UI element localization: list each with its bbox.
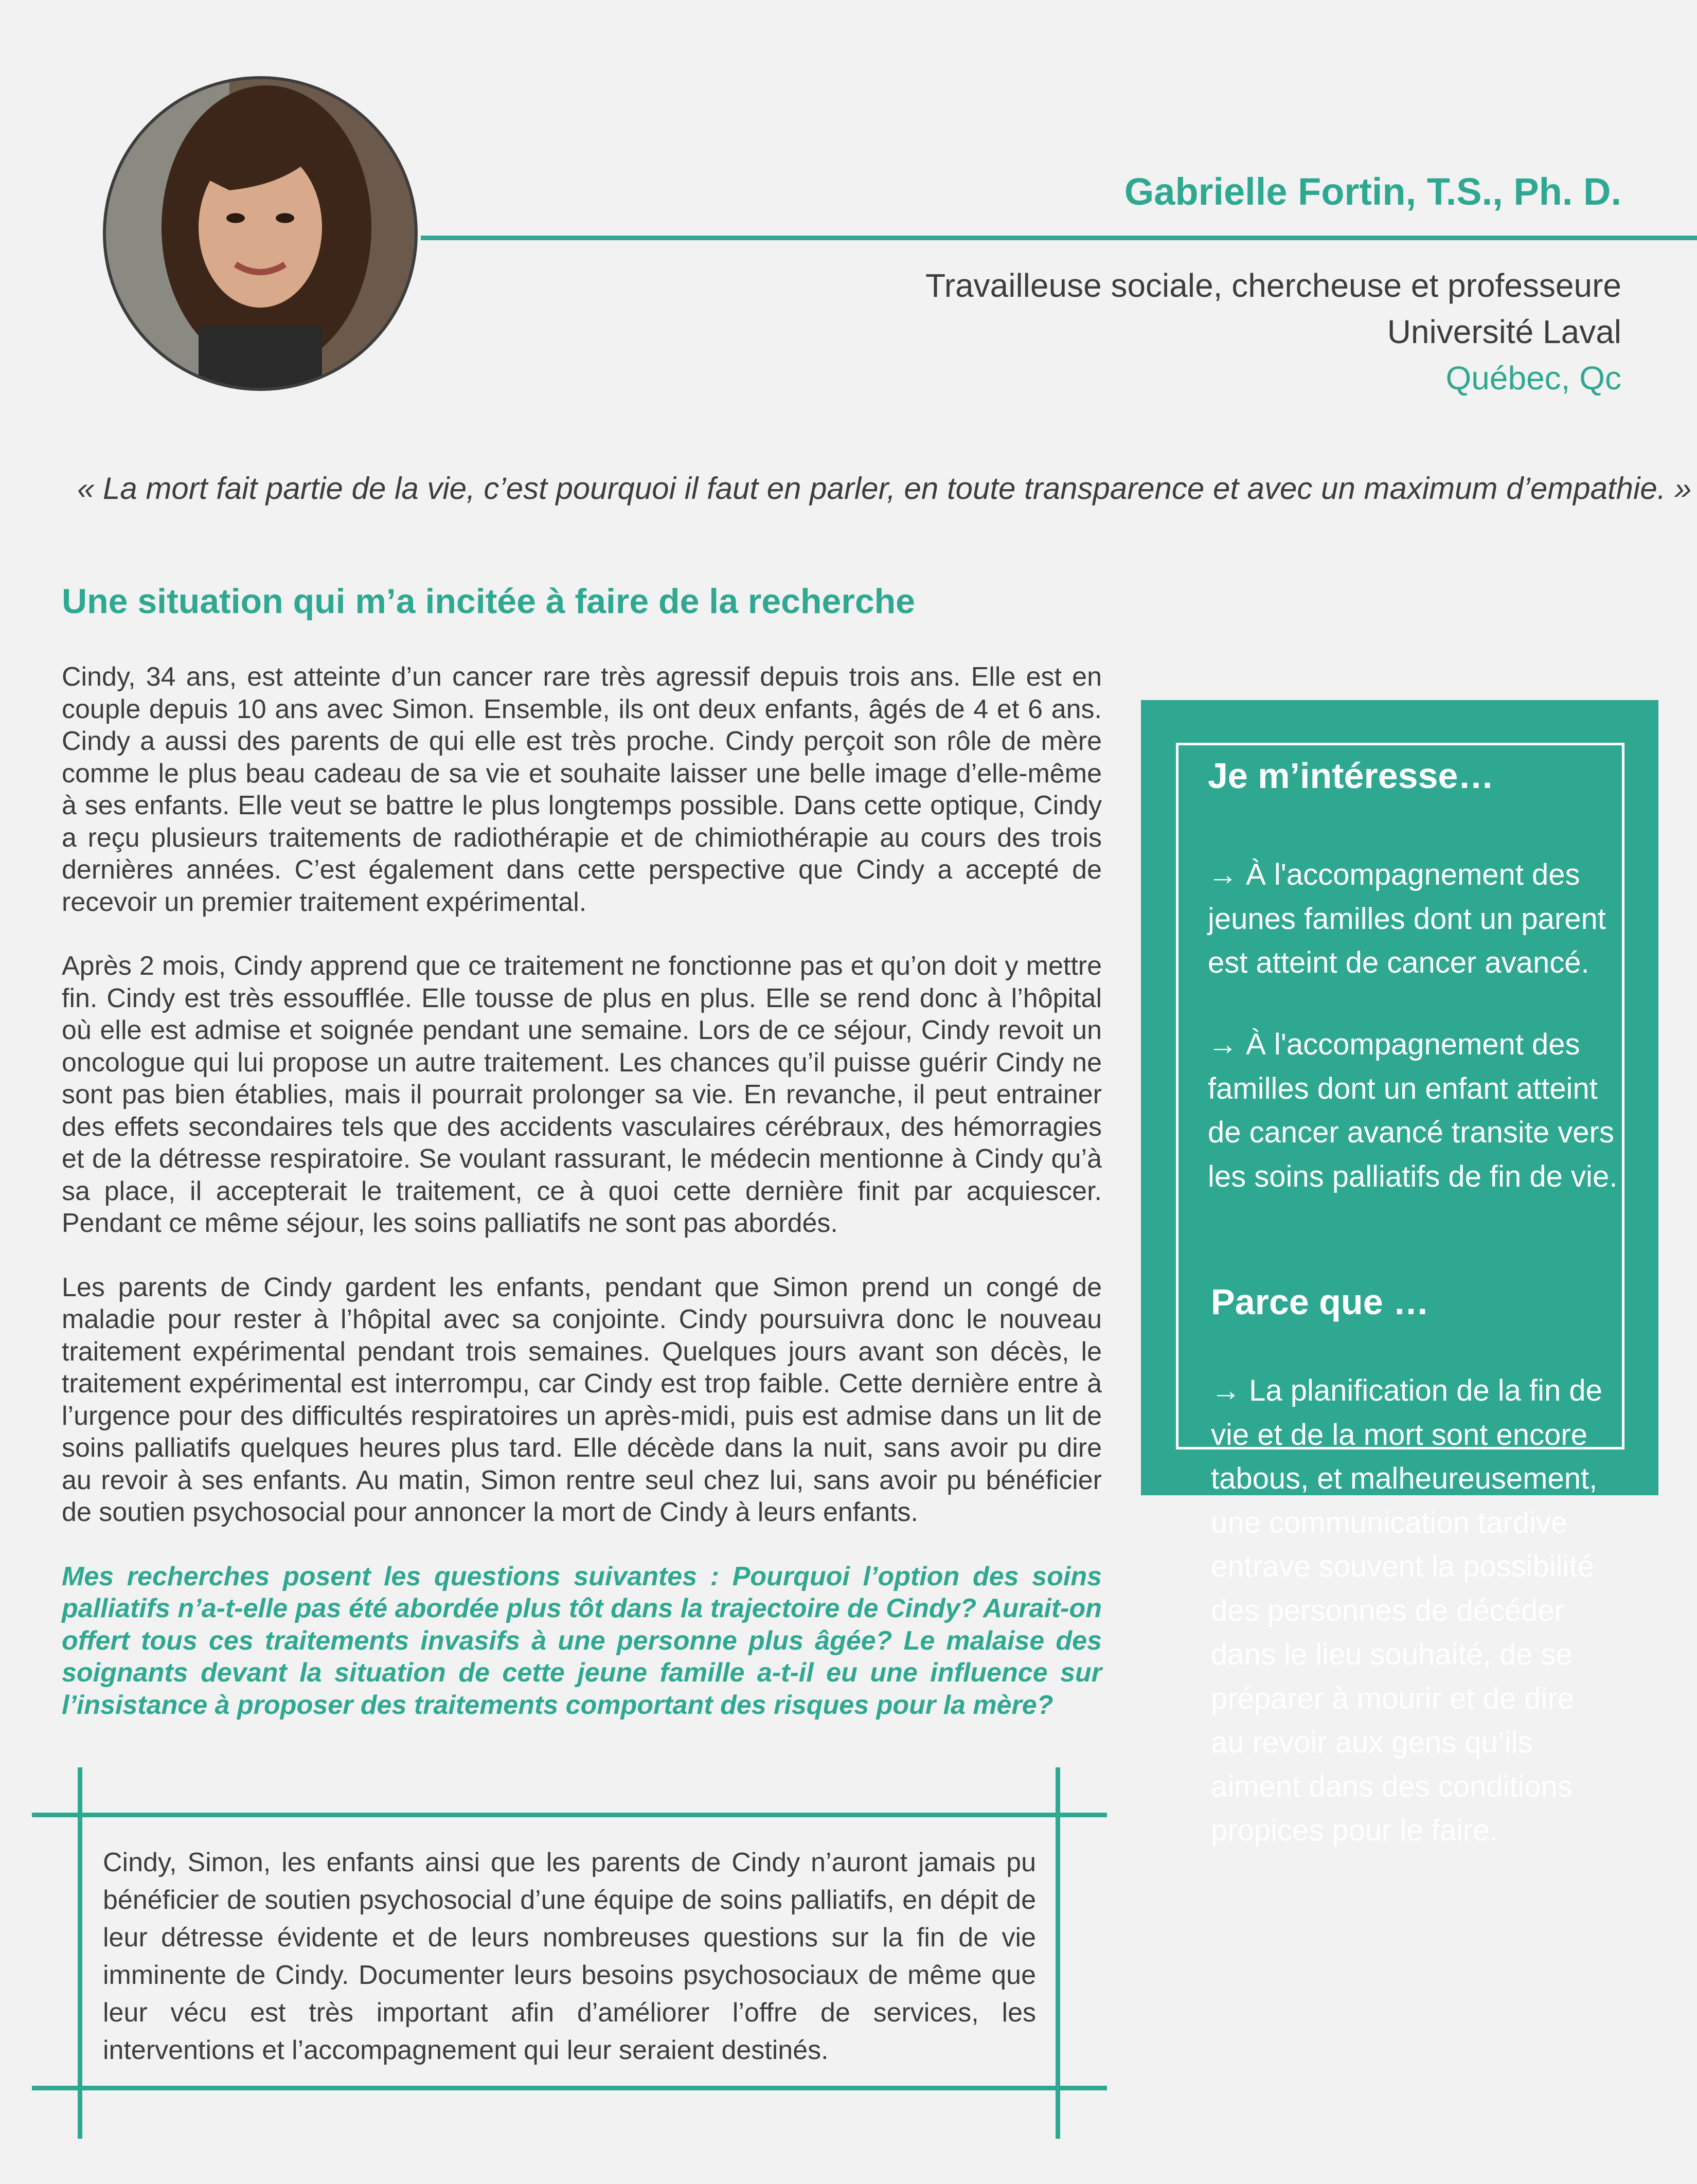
case-story bbox=[62, 661, 1102, 1753]
interests-sidebar bbox=[1141, 700, 1658, 1847]
interest-item-1: → À l'accompagnement des jeunes familles dont un parent est atteint de cancer avancé. bbox=[1208, 858, 1606, 979]
framed-note: Cindy, Simon, les enfants ainsi que les parents de Cindy n’auront jamais pu bénéficier de soutien psychosocial d’une équipe de soins palliatifs, en dépit de leur détresse évidente et de leurs nombreuses questions sur la fin de vie imminente de Cindy. Documenter leurs besoins psychosociaux de même que leur vécu est très important afin d’améliorer l’offre de services, les interventions et l’accompagnement qui leur seraient destinés. bbox=[103, 1848, 1036, 2065]
frame-bottom-line bbox=[32, 2086, 1107, 2090]
interests-heading: Je m’intéresse… bbox=[1208, 756, 1494, 796]
frame-top-line bbox=[32, 1813, 1107, 1817]
author-name: Gabrielle Fortin, T.S., Ph. D. bbox=[1124, 170, 1621, 213]
header-divider bbox=[421, 236, 1697, 240]
reason-heading: Parce que … bbox=[1211, 1282, 1430, 1322]
story-paragraph-3: Les parents de Cindy gardent les enfants, pendant que Simon prend un congé de maladie pour rester à l’hôpital avec sa conjointe. Cindy poursuivra donc le nouveau traitement expérimental pendant trois semaines. Quelques jours avant son décès, le traitement expérimental est interrompu, car Cindy est trop faible. Cette dernière entre à l’urgence pour des difficultés respiratoires un après-midi, puis est admise dans un lit de soins palliatifs quelques heures plus tard. Elle décède dans la nuit, sans avoir pu dire au revoir à ses enfants. Au matin, Simon rentre seul chez lui, sans avoir pu bénéficier de soutien psychosocial pour annoncer la mort de Cindy à leurs enfants. bbox=[62, 1272, 1102, 1527]
author-details bbox=[925, 262, 1621, 401]
author-role: Travailleuse sociale, chercheuse et professeure bbox=[925, 267, 1621, 304]
pull-quote: « La mort fait partie de la vie, c’est pourquoi il faut en parler, en toute transparence et avec un maximum d’empathie. » bbox=[77, 471, 1692, 506]
reason-text: → La planification de la fin de vie et de la mort sont encore tabous, et malheureusement, une communication tardive entrave souvent la possibilité des personnes de décéder dans le lieu souhaité, de se préparer à mourir et de dire au revoir aux gens qu’ils aiment dans des conditions propices pour le faire. bbox=[1211, 1374, 1602, 1847]
frame-right-line bbox=[1056, 1767, 1060, 2139]
interest-item-2: → À l'accompagnement des familles dont un enfant atteint de cancer avancé transite vers les soins palliatifs de fin de vie. bbox=[1208, 1028, 1618, 1193]
research-questions: Mes recherches posent les questions suivantes : Pourquoi l’option des soins palliatifs n’a-t-elle pas été abordée plus tôt dans la trajectoire de Cindy? Aurait-on offert tous ces traitements invasifs à une personne plus âgée? Le malaise des soignants devant la situation de cette jeune famille a-t-il eu une influence sur l’insistance à proposer des traitements comportant des risques pour la mère? bbox=[62, 1561, 1102, 1720]
author-institution: Université Laval bbox=[1387, 313, 1621, 350]
author-location: Québec, Qc bbox=[1445, 360, 1621, 397]
section-title: Une situation qui m’a incitée à faire de la recherche bbox=[62, 582, 915, 621]
story-paragraph-2: Après 2 mois, Cindy apprend que ce traitement ne fonctionne pas et qu’on doit y mettre fin. Cindy est très essoufflée. Elle tousse de plus en plus. Elle se rend donc à l’hôpital où elle est admise et soignée pendant une semaine. Lors de ce séjour, Cindy revoit un oncologue qui lui propose un autre traitement. Les chances qu’il puisse guérir Cindy ne sont pas bien établies, mais il pourrait prolonger sa vie. En revanche, il peut entrainer des effets secondaires tels que des accidents vasculaires cérébraux, des hémorragies et de la détresse respiratoire. Se voulant rassurant, le médecin mentionne à Cindy qu’à sa place, il accepterait le traitement, ce à quoi cette dernière finit par acquiescer. Pendant ce même séjour, les soins palliatifs ne sont pas abordés. bbox=[62, 951, 1102, 1238]
profile-photo bbox=[103, 76, 418, 391]
frame-left-line bbox=[78, 1767, 82, 2139]
story-paragraph-1: Cindy, 34 ans, est atteinte d’un cancer rare très agressif depuis trois ans. Elle est en couple depuis 10 ans avec Simon. Ensemble, ils ont deux enfants, âgés de 4 et 6 ans. Cindy a aussi des parents de qui elle est très proche. Cindy perçoit son rôle de mère comme le plus beau cadeau de sa vie et souhaite laisser une belle image d’elle-même à ses enfants. Elle veut se battre le plus longtemps possible. Dans cette optique, Cindy a reçu plusieurs traitements de radiothérapie et de chimiothérapie au cours des trois dernières années. C’est également dans cette perspective que Cindy a accepté de recevoir un premier traitement expérimental. bbox=[62, 662, 1102, 917]
